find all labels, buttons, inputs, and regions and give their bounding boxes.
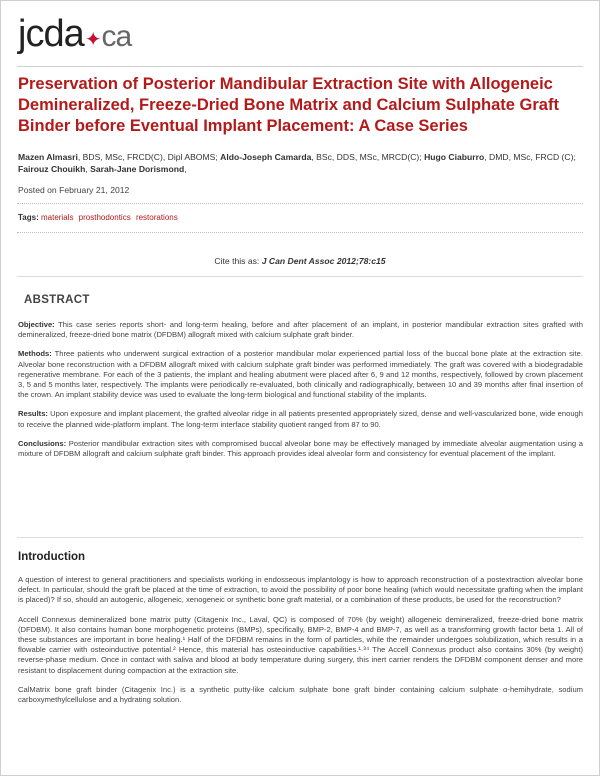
abstract-conclusions — [18, 439, 583, 459]
article-title: Preservation of Posterior Mandibular Extraction Site with Allogeneic Demineralized, Freeze-Dried Bone Matrix and Calcium Sulphate Graft Binder before Eventual Implant Placement: A Case Series — [18, 75, 559, 135]
citation — [0, 256, 600, 266]
divider — [17, 203, 583, 204]
author-name: Fairouz Chouikh — [18, 164, 86, 174]
divider — [17, 66, 583, 67]
author-credentials: , BDS, MSc, FRCD(C), Dipl ABOMS; — [77, 152, 221, 162]
author-name: Sarah-Jane Dorismond — [90, 164, 185, 174]
jcda-logo[interactable] — [18, 14, 131, 57]
divider — [17, 232, 583, 233]
body-paragraph: CalMatrix bone graft binder (Citagenix Inc.) is a synthetic putty-like calcium sulphate bone graft binder containing calcium sulphate α-hemihydrate, sodium carboxymethylcellulose and a hydrating solution. — [18, 684, 583, 705]
abstract-heading: ABSTRACT — [24, 294, 90, 306]
author-list — [18, 151, 583, 175]
introduction-body — [18, 575, 583, 714]
author-credentials: , — [184, 164, 187, 174]
tags-label: Tags: — [18, 213, 39, 222]
section-text: Upon exposure and implant placement, the grafted alveolar ridge in all patients presented appropriately sized, dense and well-vascularized bone, wide enough to receive the planned wide-platform implant. The long-term interface stability quotient ranged from 87 to 90. — [18, 409, 583, 429]
introduction-heading: Introduction — [18, 551, 86, 563]
section-label: Objective: — [18, 320, 55, 329]
cite-prefix: Cite this as: — [214, 256, 260, 266]
author-name: Hugo Ciaburro — [424, 152, 485, 162]
body-paragraph: Accell Connexus demineralized bone matrix putty (Citagenix Inc., Laval, QC) is composed of 70% (by weight) allogeneic demineralized, freeze-dried bone matrix (DFDBM). It also contains human bone morphogenetic proteins (BMPs), specifically, BMP-2, BMP-4 and BMP-7, as well as a transforming growth factor beta 1. All of these substances are important in bone healing.¹ Half of the DFDBM remains in the form of particles, while the remainder undergoes solubilization, which results in a flowable carrier with osteoinductive potential.² Hence, this material has osteoinductive capabilities.¹·³⁴ The Accell Connexus product also contains 30% (by weight) reverse-phase medium. Once in contact with saliva and blood at body temperature during surgery, this inert carrier renders the DFDBM component denser and more resistant to displacement during compaction at the extraction site. — [18, 614, 583, 675]
abstract-methods — [18, 349, 583, 400]
tag-link-restorations[interactable]: restorations — [135, 213, 178, 222]
abstract-objective — [18, 320, 583, 340]
tag-link-materials[interactable]: materials — [40, 213, 74, 222]
section-text: Posterior mandibular extraction sites with compromised buccal alveolar bone may be effectively managed by immediate alveolar augmentation using a mixture of DFDBM allograft and calcium sulphate graft binder. This approach provides ideal alveolar form and consistency for eventual placement of the implant. — [18, 438, 583, 459]
section-text: Three patients who underwent surgical extraction of a posterior mandibular molar experienced partial loss of the buccal bone plate at the extraction site. Alveolar bone reconstruction with a DFDBM allograft mixed with calcium sulphate graft binder was performed immediately. The graft was covered with a biodegradable regenerative membrane. For each of the 3 patients, the implant and healing abutment were placed after 6, 9 and 12 months, respectively, followed by crown placement 3, 5 and 5 months later, respectively. The implants were periodically re-evaluated, both clinically and radiographically, between 10 and 39 months after final insertion of the crown. An implant stability device was used to evaluate the long-term biological and functional stability of the implants. — [18, 349, 583, 400]
logo-text: jcda — [18, 13, 84, 55]
section-label: Methods: — [18, 349, 52, 359]
author-credentials: , DMD, MSc, FRCD (C); — [484, 152, 576, 162]
abstract-results — [18, 409, 583, 429]
abstract-section — [18, 286, 583, 522]
logo-domain: ca — [101, 20, 132, 53]
author-name: Mazen Almasri — [18, 152, 78, 162]
section-label: Results: — [18, 409, 48, 419]
author-credentials: , — [85, 164, 91, 174]
body-paragraph: A question of interest to general practitioners and specialists working in endosseous implantology is how to approach reconstruction of a postextraction alveolar bone defect. In particular, should the graft be placed at the time of extraction, to avoid the possibility of poor bone healing (which would necessitate grafting when the implant is placed)? If so, should an autogenic, allogeneic, xenogeneic or synthetic bone graft material, or a combination of these products, be used for the reconstruction? — [18, 575, 583, 605]
tags-row — [18, 213, 181, 222]
divider — [17, 537, 583, 538]
posted-date: Posted on February 21, 2012 — [18, 185, 130, 195]
section-text: This case series reports short- and long-term healing, before and after placement of an implant, in posterior mandibular extraction sites grafted with demineralized, freeze-dried bone matrix (DFDBM) allograft mixed with calcium sulphate graft binder. — [18, 320, 583, 340]
divider — [17, 276, 583, 277]
tag-link-prosthodontics[interactable]: prosthodontics — [78, 213, 131, 222]
author-name: Aldo-Joseph Camarda — [220, 152, 312, 162]
section-label: Conclusions: — [18, 438, 67, 448]
maple-leaf-icon: ✦ — [84, 29, 101, 51]
author-credentials: , BSc, DDS, MSc, MRCD(C); — [311, 152, 425, 162]
cite-reference: J Can Dent Assoc 2012;78:c15 — [261, 256, 386, 266]
